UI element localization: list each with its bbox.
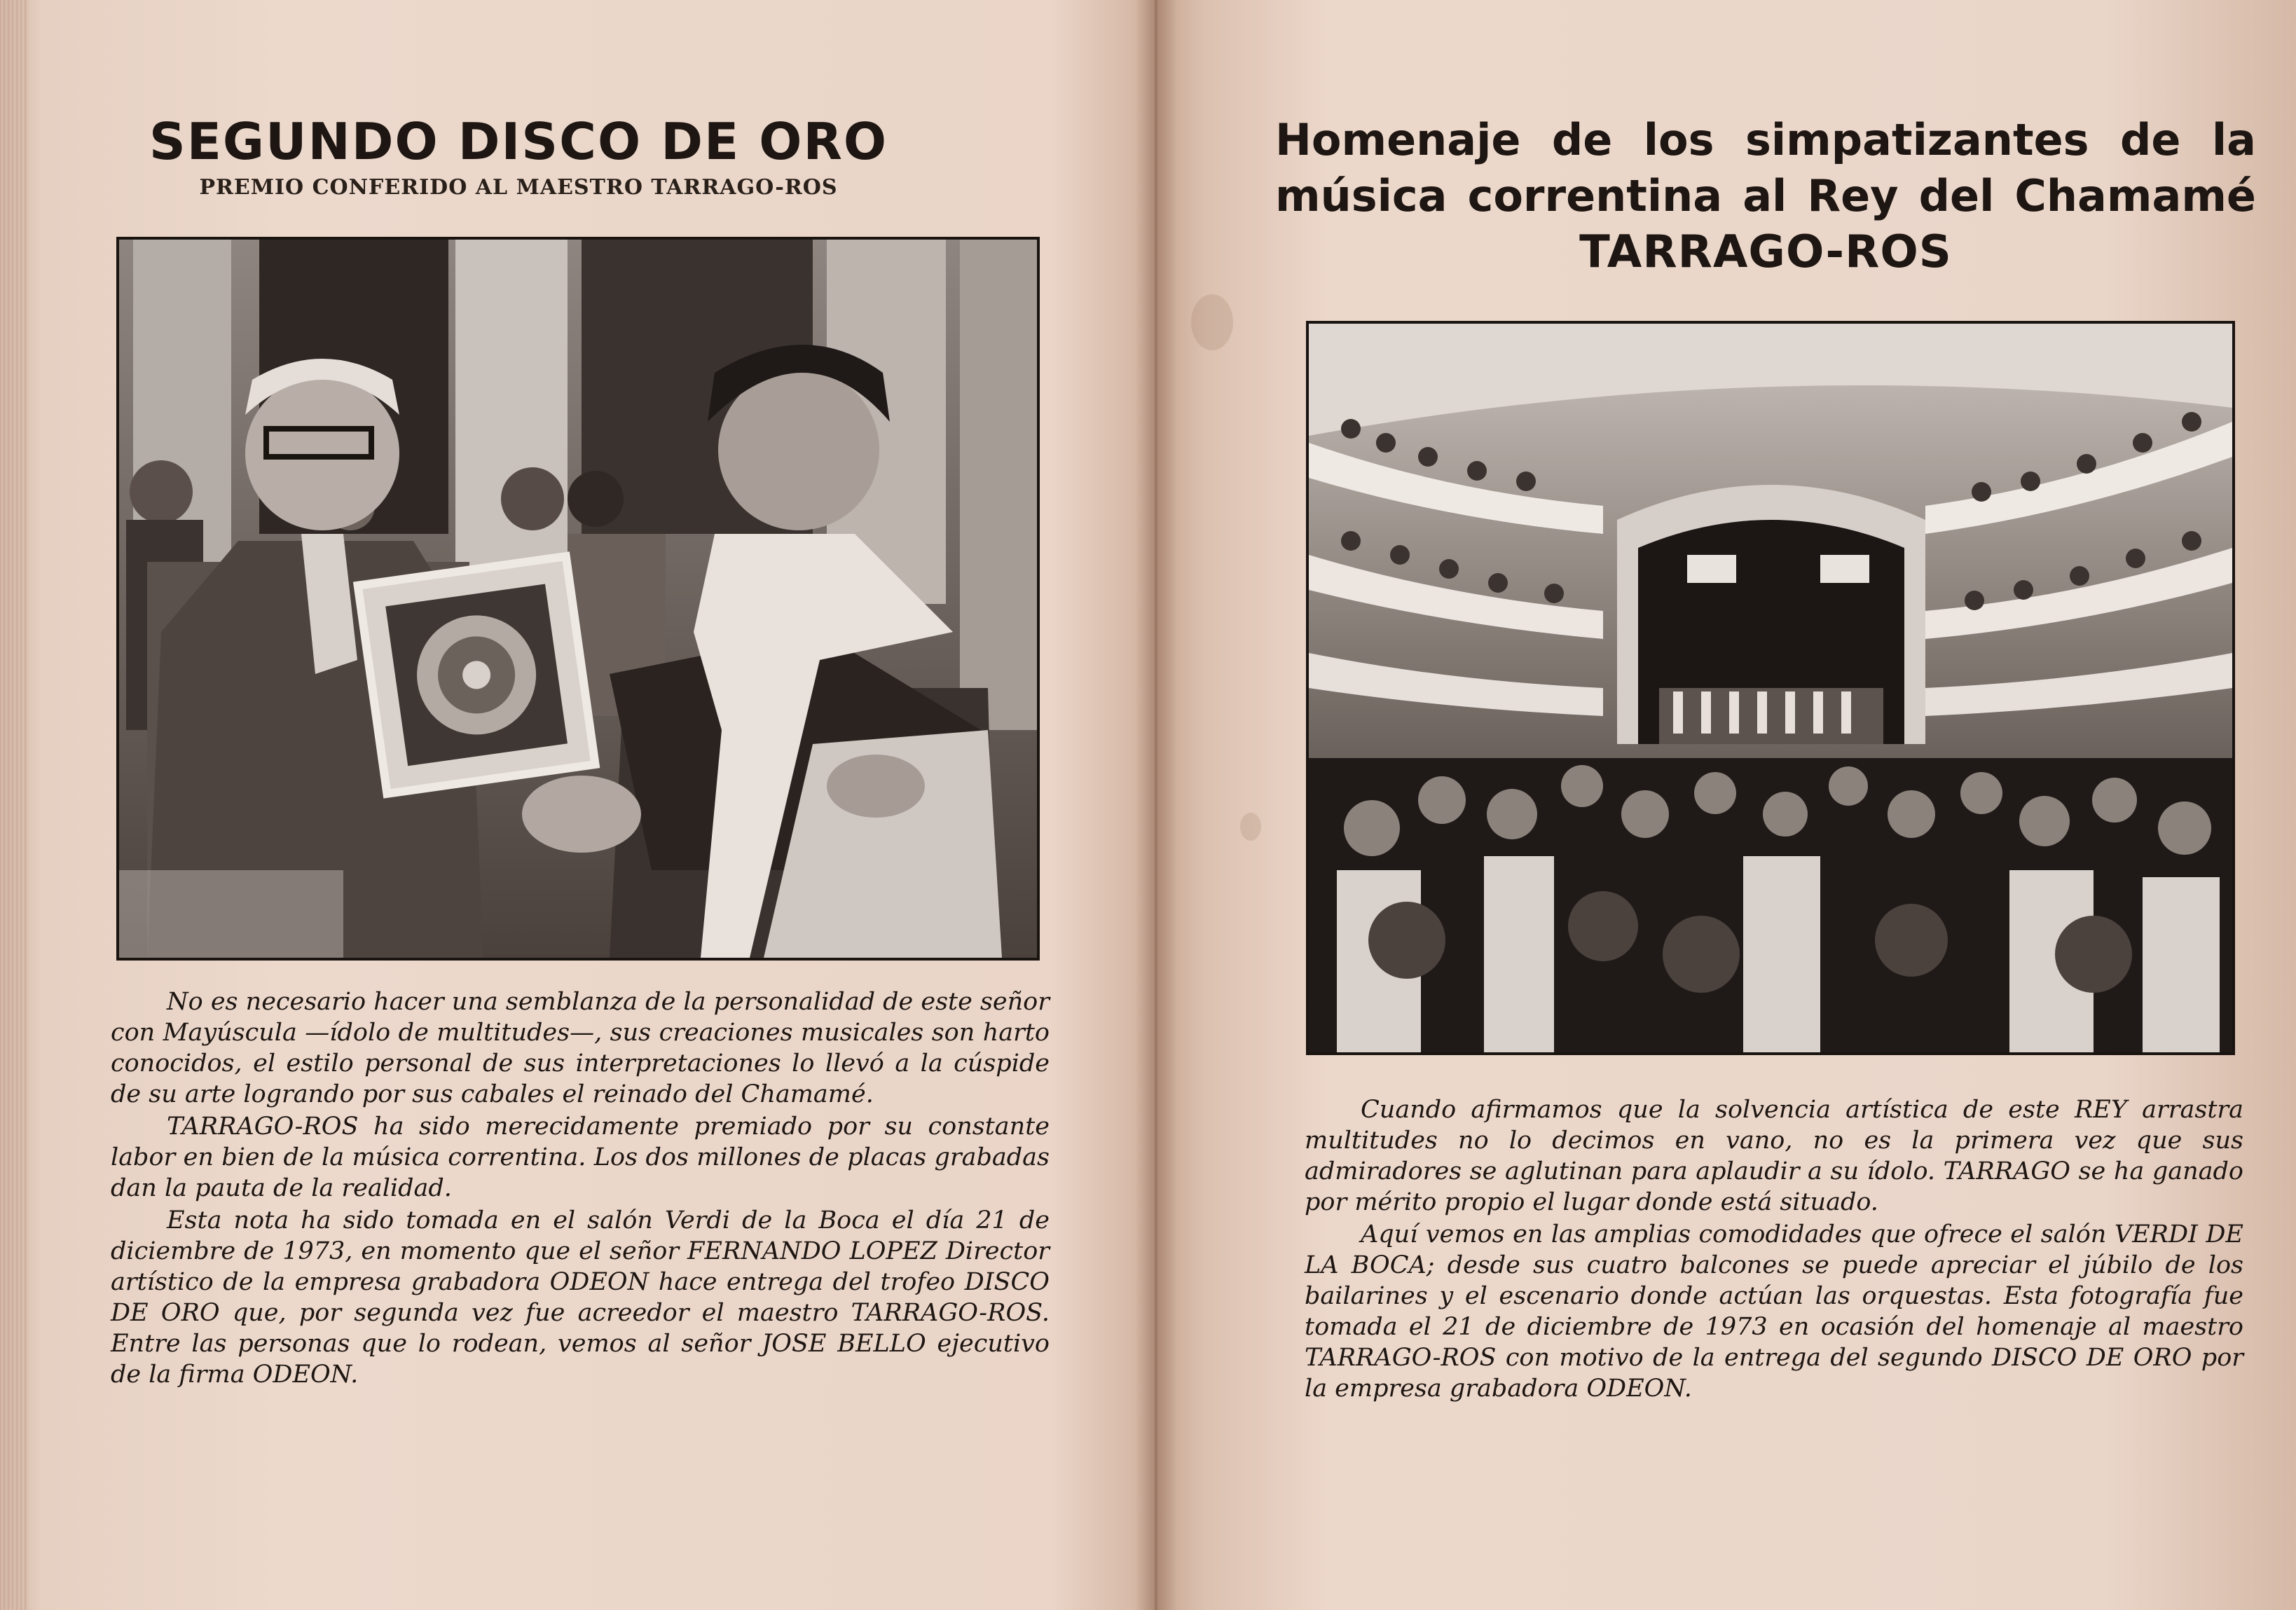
right-title-name: TARRAGO-ROS <box>1579 226 1952 278</box>
right-page-article <box>1305 1094 2243 1405</box>
left-page-subtitle: PREMIO CONFERIDO AL MAESTRO TARRAGO-ROS <box>199 175 838 200</box>
article-paragraph: No es necesario hacer una semblanza de la personalidad de este señor con Mayúscula —ídolo de multitudes—, sus creaciones musicales son harto conocidos, el estilo personal de sus interpretaciones lo llevó a la cúspide de su arte logrando por sus cabales el reinado del Chamamé. <box>111 988 1050 1108</box>
dance-hall-photo <box>1306 321 2235 1055</box>
left-page-article <box>111 986 1050 1391</box>
dance-hall-illustration <box>1309 324 2232 1052</box>
article-paragraph: Cuando afirmamos que la solvencia artística de este REY arrastra multitudes no lo decimos en vano, no es la primera vez que sus admiradores se aglutinan para aplaudir a su ídolo. TARRAGO se ha ganado por mérito propio el lugar donde está situado. <box>1305 1096 2243 1216</box>
article-paragraph: Aquí vemos en las amplias comodidades que ofrece el salón VERDI DE LA BOCA; desde sus cuatro balcones se puede apreciar el júbilo de los bailarines y el escenario donde actúan las orquestas. Esta fotografía fue tomada el 21 de diciembre de 1973 en ocasión del homenaje al maestro TARRAGO-ROS con motivo de la entrega del segundo DISCO DE ORO por la empresa grabadora ODEON. <box>1305 1220 2243 1403</box>
article-paragraph: TARRAGO-ROS ha sido merecidamente premiado por su constante labor en bien de la música correntina. Los dos millones de placas grabadas dan la pauta de la realidad. <box>111 1113 1050 1202</box>
article-paragraph: Esta nota ha sido tomada en el salón Verdi de la Boca el día 21 de diciembre de 1973, en momento que el señor FERNANDO LOPEZ Director artístico de la empresa grabadora ODEON hace entrega del trofeo DISCO DE ORO que, por segunda vez fue acreedor el maestro TARRAGO-ROS. Entre las personas que lo rodean, vemos al señor JOSE BELLO ejecutivo de la firma ODEON. <box>111 1206 1050 1389</box>
right-title-line: música correntina al Rey del Chamamé <box>1275 170 2256 221</box>
right-page-title <box>1275 112 2256 280</box>
award-photo-illustration <box>119 240 1037 958</box>
left-page-title: SEGUNDO DISCO DE ORO <box>149 112 888 171</box>
award-ceremony-photo <box>116 237 1040 961</box>
right-title-line: Homenaje de los simpatizantes de la <box>1275 114 2256 165</box>
